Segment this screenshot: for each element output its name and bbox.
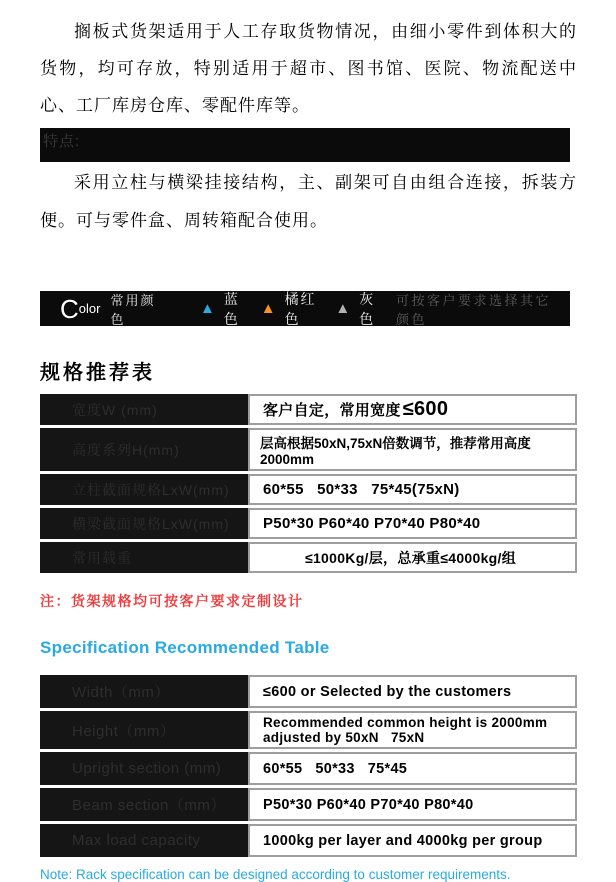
intro-paragraph: 搁板式货架适用于人工存取货物情况，由细小零件到体积大的货物，均可存放，特别适用于超市、图书馆、医院、物流配送中心、工厂库房仓库、零配件库等。 [40,22,577,115]
color-swatch-gray [335,289,384,329]
color-swatch-label: 灰色 [359,290,376,327]
table-row [40,474,577,505]
spec-label-beam: 横梁截面规格LxW(mm) [40,508,248,539]
spec-label-height: 高度系列H(mm) [40,428,248,471]
spec-label-load-en: Max load capacity [40,824,248,857]
table-row [40,788,577,821]
color-swatch-blue [200,289,249,329]
color-swatch-orange [261,289,324,329]
table-row [40,824,577,857]
color-word-initial: C [60,293,79,324]
spec-value-width [248,394,577,425]
spec-value-text: 客户自定，常用宽度 [263,402,401,419]
en-spec-table [40,675,577,857]
cn-table-title: 规格推荐表 [40,362,155,384]
color-options-bar [40,291,570,326]
table-row [40,508,577,539]
spec-label-beam-en: Beam section（mm） [40,788,248,821]
features-section-bar [40,128,570,162]
spec-value-line2: adjusted by 50xN 75xN [263,730,425,745]
spec-label-load: 常用载重 [40,542,248,573]
color-swatch-list [200,289,396,329]
spec-value-height-en [248,711,577,749]
cn-spec-table [40,394,577,573]
color-word-rest: olor [78,301,101,316]
color-custom-note: 可按客户要求选择其它颜色 [396,292,552,327]
spec-label-upright-en: Upright section (mm) [40,752,248,785]
spec-value-beam: P50*30 P60*40 P70*40 P80*40 [248,508,577,539]
spec-value-upright: 60*55 50*33 75*45(75xN) [248,474,577,505]
spec-label-width: 宽度W (mm) [40,394,248,425]
features-paragraph: 采用立柱与横梁挂接结构，主、副架可自由组合连接，拆装方便。可与零件盒、周转箱配合使用。 [40,173,577,230]
table-row [40,752,577,785]
spec-value-emphasis: ≤600 [402,398,449,420]
spec-label-width-en: Width（mm） [40,675,248,708]
spec-value-width-en: ≤600 or Selected by the customers [248,675,577,708]
cn-custom-design-note: 注：货架规格均可按客户要求定制设计 [40,593,304,609]
table-row [40,428,577,471]
color-swatch-label: 橘红色 [284,290,317,327]
table-row [40,542,577,573]
color-label-cn: 常用颜色 [110,292,156,327]
spec-value-height: 层高根据50xN,75xN倍数调节，推荐常用高度2000mm [248,428,577,471]
features-bar-label: 特点: [43,133,81,150]
spec-label-upright: 立柱截面规格LxW(mm) [40,474,248,505]
en-custom-design-note: Note: Rack specification can be designed according to customer requirements. [40,867,511,882]
spec-value-line1: Recommended common height is 2000mm [263,715,548,730]
en-table-title: Specification Recommended Table [40,638,330,657]
color-swatch-label: 蓝色 [223,290,240,327]
spec-value-beam-en: P50*30 P60*40 P70*40 P80*40 [248,788,577,821]
spec-value-upright-en: 60*55 50*33 75*45 [248,752,577,785]
spec-value-text [263,715,547,745]
table-row [40,394,577,425]
spec-label-height-en: Height（mm） [40,711,248,749]
gray-triangle-icon: ▲ [335,300,351,317]
table-row [40,675,577,708]
spec-value-load-en: 1000kg per layer and 4000kg per group [248,824,577,857]
orange-triangle-icon: ▲ [260,300,276,317]
table-row [40,711,577,749]
blue-triangle-icon: ▲ [200,300,215,317]
spec-value-load: ≤1000Kg/层，总承重≤4000kg/组 [248,542,577,573]
